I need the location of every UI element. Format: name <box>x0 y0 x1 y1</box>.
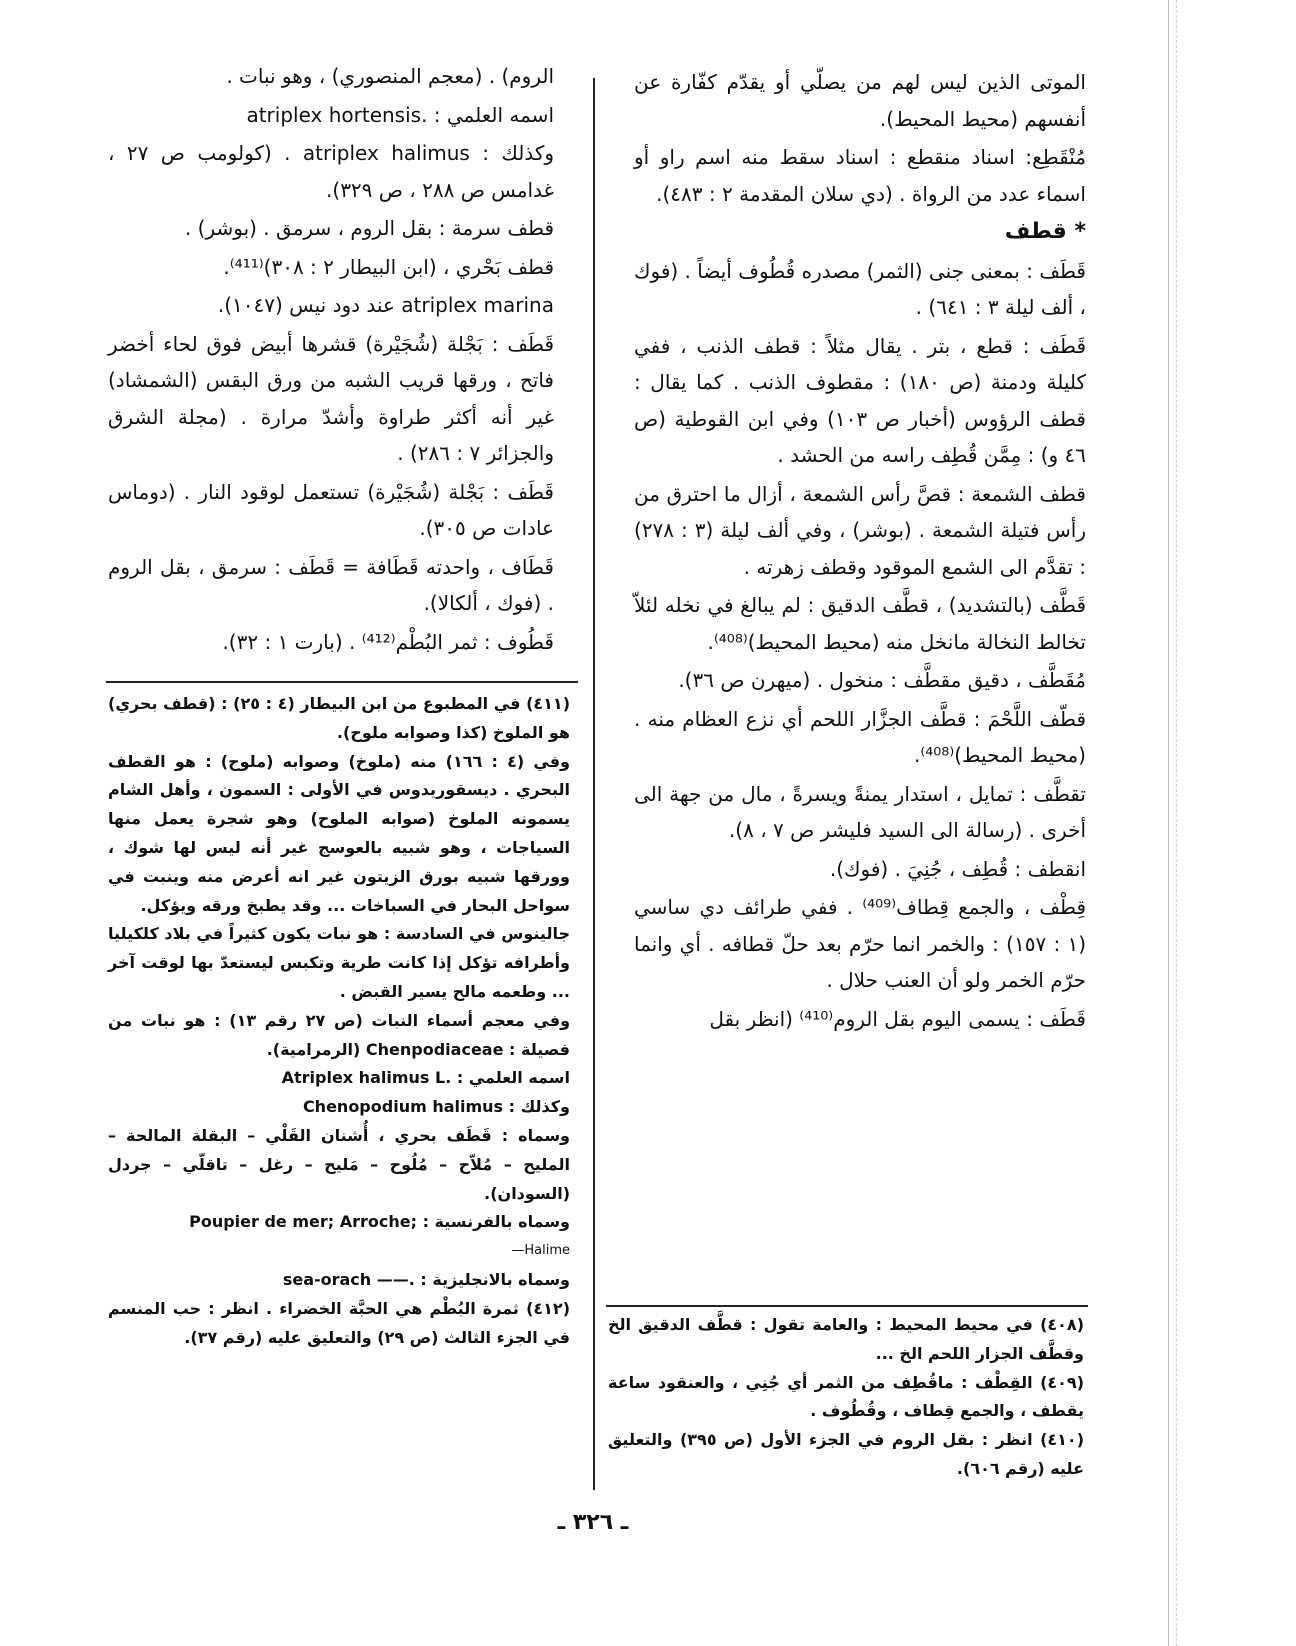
paragraph: قَطَّف (بالتشديد) ، قطَّف الدقيق : لم يبالغ في نخله لئلاّ تخالط النخالة مانخل منه (محيط المحيط)⁽⁴⁰⁸⁾. <box>634 593 1086 654</box>
page-number: ـ ٣٢٦ ـ <box>557 1510 629 1535</box>
paragraph: قَطَف : يسمى اليوم بقل الروم⁽⁴¹⁰⁾ (انظر بقل <box>709 1006 1086 1031</box>
scan-edge-dashed-line <box>1176 0 1178 1646</box>
paragraph: اسمه العلمي : .atriplex hortensis <box>246 102 554 127</box>
footnote: (٤١٢) ثمرة البُطْم هي الحبَّة الخضراء . انظر : حب المنسم في الجزء الثالث (ص ٢٩) والتعليق عليه (رقم ٣٧). <box>108 1298 570 1347</box>
paragraph: وكذلك : atriplex halimus . (كولومب ص ٢٧ ، غدامس ص ٢٨٨ ، ص ٣٢٩). <box>108 141 554 202</box>
footnote: وسماه : قَطَف بحري ، أُشنان القَلْي – البقلة المالحة – المليح – مُلاّح – مُلُوح – مَليح – رغل – تاقلّي – جردل (السودان). <box>108 1125 570 1203</box>
footnote: (٤٠٨) في محيط المحيط : والعامة تقول : قطَّف الدقيق الخ وقطَّف الجزار اللحم الخ ... <box>608 1315 1084 1363</box>
paragraph: قَطُوف : ثمر البُطْم⁽⁴¹²⁾ . (بارت ١ : ٣٢). <box>222 629 554 654</box>
column-divider <box>593 78 595 1490</box>
paragraph: قَطَاف ، واحدته قَطَافة = قَطَف : سرمق ، بقل الروم . (فوك ، ألكالا). <box>108 554 554 615</box>
paragraph: قَطَف : بَجْلة (شُجَيْرة) تستعمل لوقود النار . (دوماس عادات ص ٣٠٥). <box>108 479 554 540</box>
footnote: (٤١٠) انظر : بقل الروم في الجزء الأول (ص ٣٩٥) والتعليق عليه (رقم ٦٠٦). <box>608 1430 1084 1478</box>
footnote-latin: —Halime <box>511 1243 570 1259</box>
paragraph: قطف بَحْري ، (ابن البيطار ٢ : ٣٠٨)⁽⁴¹¹⁾. <box>223 254 554 279</box>
paragraph: قَطَف : بَجْلة (شُجَيْرة) قشرها أبيض فوق لحاء أخضر فاتح ، ورقها قريب الشبه من ورق البقس (الشمشاد) غير أنه أكثر طراوة وأشدّ مرارة . (مجلة الشرق والجزائر ٧ : ٢٨٦) . <box>108 331 554 465</box>
footnote: اسمه العلمي : .Atriplex halimus L <box>281 1068 570 1088</box>
entry-heading: * قطف <box>1004 219 1086 244</box>
paragraph: الروم) . (معجم المنصوري) ، وهو نبات . <box>226 64 554 88</box>
paragraph: تقطَّف : تمايل ، استدار يمنةً ويسرةً ، مال من جهة الى أخرى . (رسالة الى السيد فليشر ص ٧ ، ٨). <box>634 781 1086 842</box>
paragraph: قطف الشمعة : قصَّ رأس الشمعة ، أزال ما احترق من رأس فتيلة الشمعة . (بوشر) ، وفي ألف ليلة (٣ : ٢٧٨) : تقدَّم الى الشمع الموقود وقطف زهرته . <box>634 481 1086 579</box>
paragraph: الموتى الذين ليس لهم من يصلّي أو يقدّم كفّارة عن أنفسهم (محيط المحيط). <box>634 70 1086 131</box>
footnote: (٤١١) في المطبوع من ابن البيطار (٤ : ٢٥) : (قطف بحري) هو الملوخ (كذا وصوابه ملوح). <box>108 694 570 742</box>
footnote: وسماه بالفرنسية : ;Poupier de mer; Arroche <box>189 1212 570 1232</box>
footnote: جالينوس في السادسة : هو نبات يكون كثيراً في بلاد كلكيليا وأطرافه تؤكل إذا كانت طرية وتكبس ليستعدّ بها لوقت آخر ... وطعمه مالح يسير القبض . <box>108 924 570 1001</box>
footnote-separator-right <box>606 1305 1088 1307</box>
paragraph: قَطَف : قطع ، بتر . يقال مثلاً : قطف الذنب ، ففي كليلة ودمنة (ص ١٨٠) : مقطوف الذنب . كما يقال : قطف الرؤوس (أخبار ص ١٠٣) وفي ابن القوطية (ص ٤٦ و) : مِمَّن قُطِف راسه من الحشد . <box>634 333 1086 467</box>
left-column <box>108 58 554 662</box>
footnotes-left <box>108 690 570 1352</box>
footnote: وسماه بالانجليزية : .—— sea-orach <box>282 1269 570 1289</box>
footnote: (٤٠٩) القِطْف : ماقُطِف من الثمر أي جُنِي ، والعنقود ساعة يقطف ، والجمع قِطاف ، وقُطُوف . <box>608 1372 1084 1421</box>
paragraph: انقطف : قُطِف ، جُنِيَ . (فوك). <box>829 856 1086 881</box>
footnote: وكذلك : Chenopodium halimus <box>302 1097 570 1117</box>
right-column <box>634 64 1086 1039</box>
footnotes-right <box>608 1311 1084 1484</box>
footnote-separator-left <box>106 681 578 683</box>
paragraph: atriplex marina عند دود نيس (١٠٤٧). <box>217 293 554 317</box>
paragraph: مُنْقَطِع: اسناد منقطع : اسناد سقط منه اسم راو أو اسماء عدد من الرواة . (دي سلان المقدمة ٢ : ٤٨٣). <box>634 145 1086 206</box>
footnote: وفي (٤ : ١٦٦) منه (ملوخ) وصوابه (ملوح) : هو القطف البحري . ديسقوريدوس في الأولى : السمون ، وأهل الشام يسمونه الملوخ (صوابه الملوح) وهو شجرة يعمل منها السياجات ، وهو شبيه بالعوسج غير أنه ليس لها شوك ، وورقها شبيه بورق الزيتون غير انه أعرض منه وينبت في سواحل البحار في السباخات ... وقد يطبخ ورقه ويؤكل. <box>108 751 571 915</box>
footnote: وفي معجم أسماء النبات (ص ٢٧ رقم ١٣) : هو نبات من فصيلة : Chenpodiaceae (الرمرامية). <box>108 1010 571 1059</box>
paragraph: قَطَف : بمعنى جنى (الثمر) مصدره قُطُوف أيضاً . (فوك ، ألف ليلة ٣ : ٦٤١) . <box>634 258 1086 319</box>
scan-edge-line <box>1168 0 1169 1646</box>
paragraph: قطف سرمة : بقل الروم ، سرمق . (بوشر) . <box>184 216 554 240</box>
paragraph: مُقَطَّف ، دقيق مقطَّف : منخول . (ميهرن ص ٣٦). <box>678 668 1086 692</box>
paragraph: قِطْف ، والجمع قِطاف⁽⁴⁰⁹⁾ . ففي طرائف دي ساسي (١ : ١٥٧) : والخمر انما حرّم بعد حلّ قطافه . أي وانما حرّم الخمر ولو أن العنب حلال . <box>634 895 1086 992</box>
paragraph: قطّف اللَّحْمَ : قطَّف الجزَّار اللحم أي نزع العظام منه . (محيط المحيط)⁽⁴⁰⁸⁾. <box>634 706 1086 767</box>
